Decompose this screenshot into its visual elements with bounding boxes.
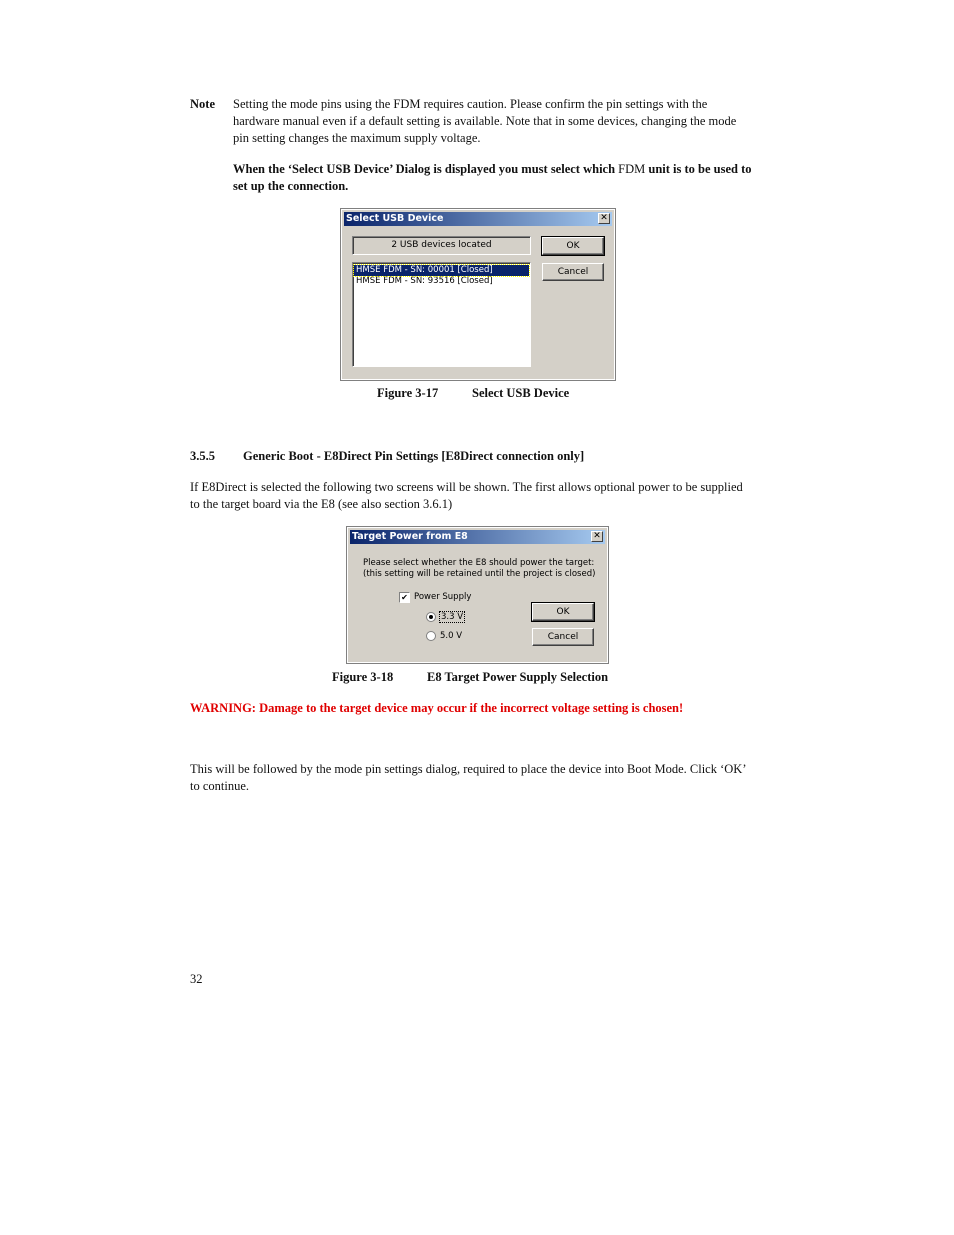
ok-button[interactable]: OK: [542, 237, 604, 255]
select-usb-device-dialog: [341, 209, 615, 380]
device-list[interactable]: [352, 262, 531, 367]
figure-number: Figure 3-17: [377, 386, 439, 400]
closing-text: This will be followed by the mode pin settings dialog, required to place the device into Boot Mode. Click ‘OK’ to continue.: [190, 762, 746, 793]
power-message: [363, 558, 595, 580]
cancel-button[interactable]: Cancel: [542, 263, 604, 281]
power-supply-checkbox[interactable]: ✔: [399, 592, 410, 603]
message-line-2: (this setting will be retained until the project is closed): [363, 569, 596, 579]
target-power-dialog: [347, 527, 608, 663]
cancel-button[interactable]: Cancel: [532, 628, 594, 646]
section-number: 3.5.5: [190, 449, 215, 463]
dialog-titlebar: [344, 212, 612, 226]
figure-caption: Select USB Device: [472, 386, 570, 400]
radio-3-3v-label: 3.3 V: [441, 612, 464, 622]
page-number: 32: [190, 972, 203, 986]
radio-3-3v[interactable]: [426, 612, 436, 622]
message-line-1: Please select whether the E8 should power the target:: [363, 558, 595, 568]
section-title: Generic Boot - E8Direct Pin Settings [E8Direct connection only]: [243, 449, 585, 463]
dialog-title: Select USB Device: [346, 213, 444, 224]
close-icon[interactable]: ✕: [598, 213, 610, 224]
figure-number: Figure 3-18: [332, 670, 394, 684]
device-count-status: 2 USB devices located: [352, 236, 531, 255]
note-instruction: [233, 161, 753, 195]
power-supply-label: Power Supply: [414, 592, 472, 602]
ok-button[interactable]: OK: [532, 603, 594, 621]
radio-dot-icon: [429, 615, 433, 619]
note-label: Note: [190, 97, 215, 111]
dialog-title: Target Power from E8: [352, 531, 468, 542]
device-list-item[interactable]: HMSE FDM - SN: 93516 [Closed]: [356, 276, 493, 286]
dialog-titlebar: [350, 530, 605, 544]
figure-caption: E8 Target Power Supply Selection: [427, 670, 609, 684]
section-body: If E8Direct is selected the following two screens will be shown. The first allows optional power to be supplied to the target board via the E8 (see also section 3.6.1): [190, 480, 743, 511]
instruction-part-a: When the ‘Select USB Device’ Dialog is displayed you must select which: [233, 162, 619, 176]
instruction-part-c: unit is to be used to set up the connection.: [233, 162, 752, 193]
instruction-fdm: FDM: [618, 162, 646, 176]
note-text: Setting the mode pins using the FDM requires caution. Please confirm the pin settings with the hardware manual even if a default setting is available. Note that in some devices, changing the mode pin setting changes the maximum supply voltage.: [233, 97, 737, 145]
close-icon[interactable]: ✕: [591, 531, 603, 542]
warning-text: WARNING: Damage to the target device may occur if the incorrect voltage setting is chosen!: [190, 701, 684, 715]
radio-5-0v[interactable]: [426, 631, 436, 641]
radio-5-0v-label: 5.0 V: [440, 631, 463, 641]
device-list-item[interactable]: HMSE FDM - SN: 00001 [Closed]: [354, 265, 529, 276]
